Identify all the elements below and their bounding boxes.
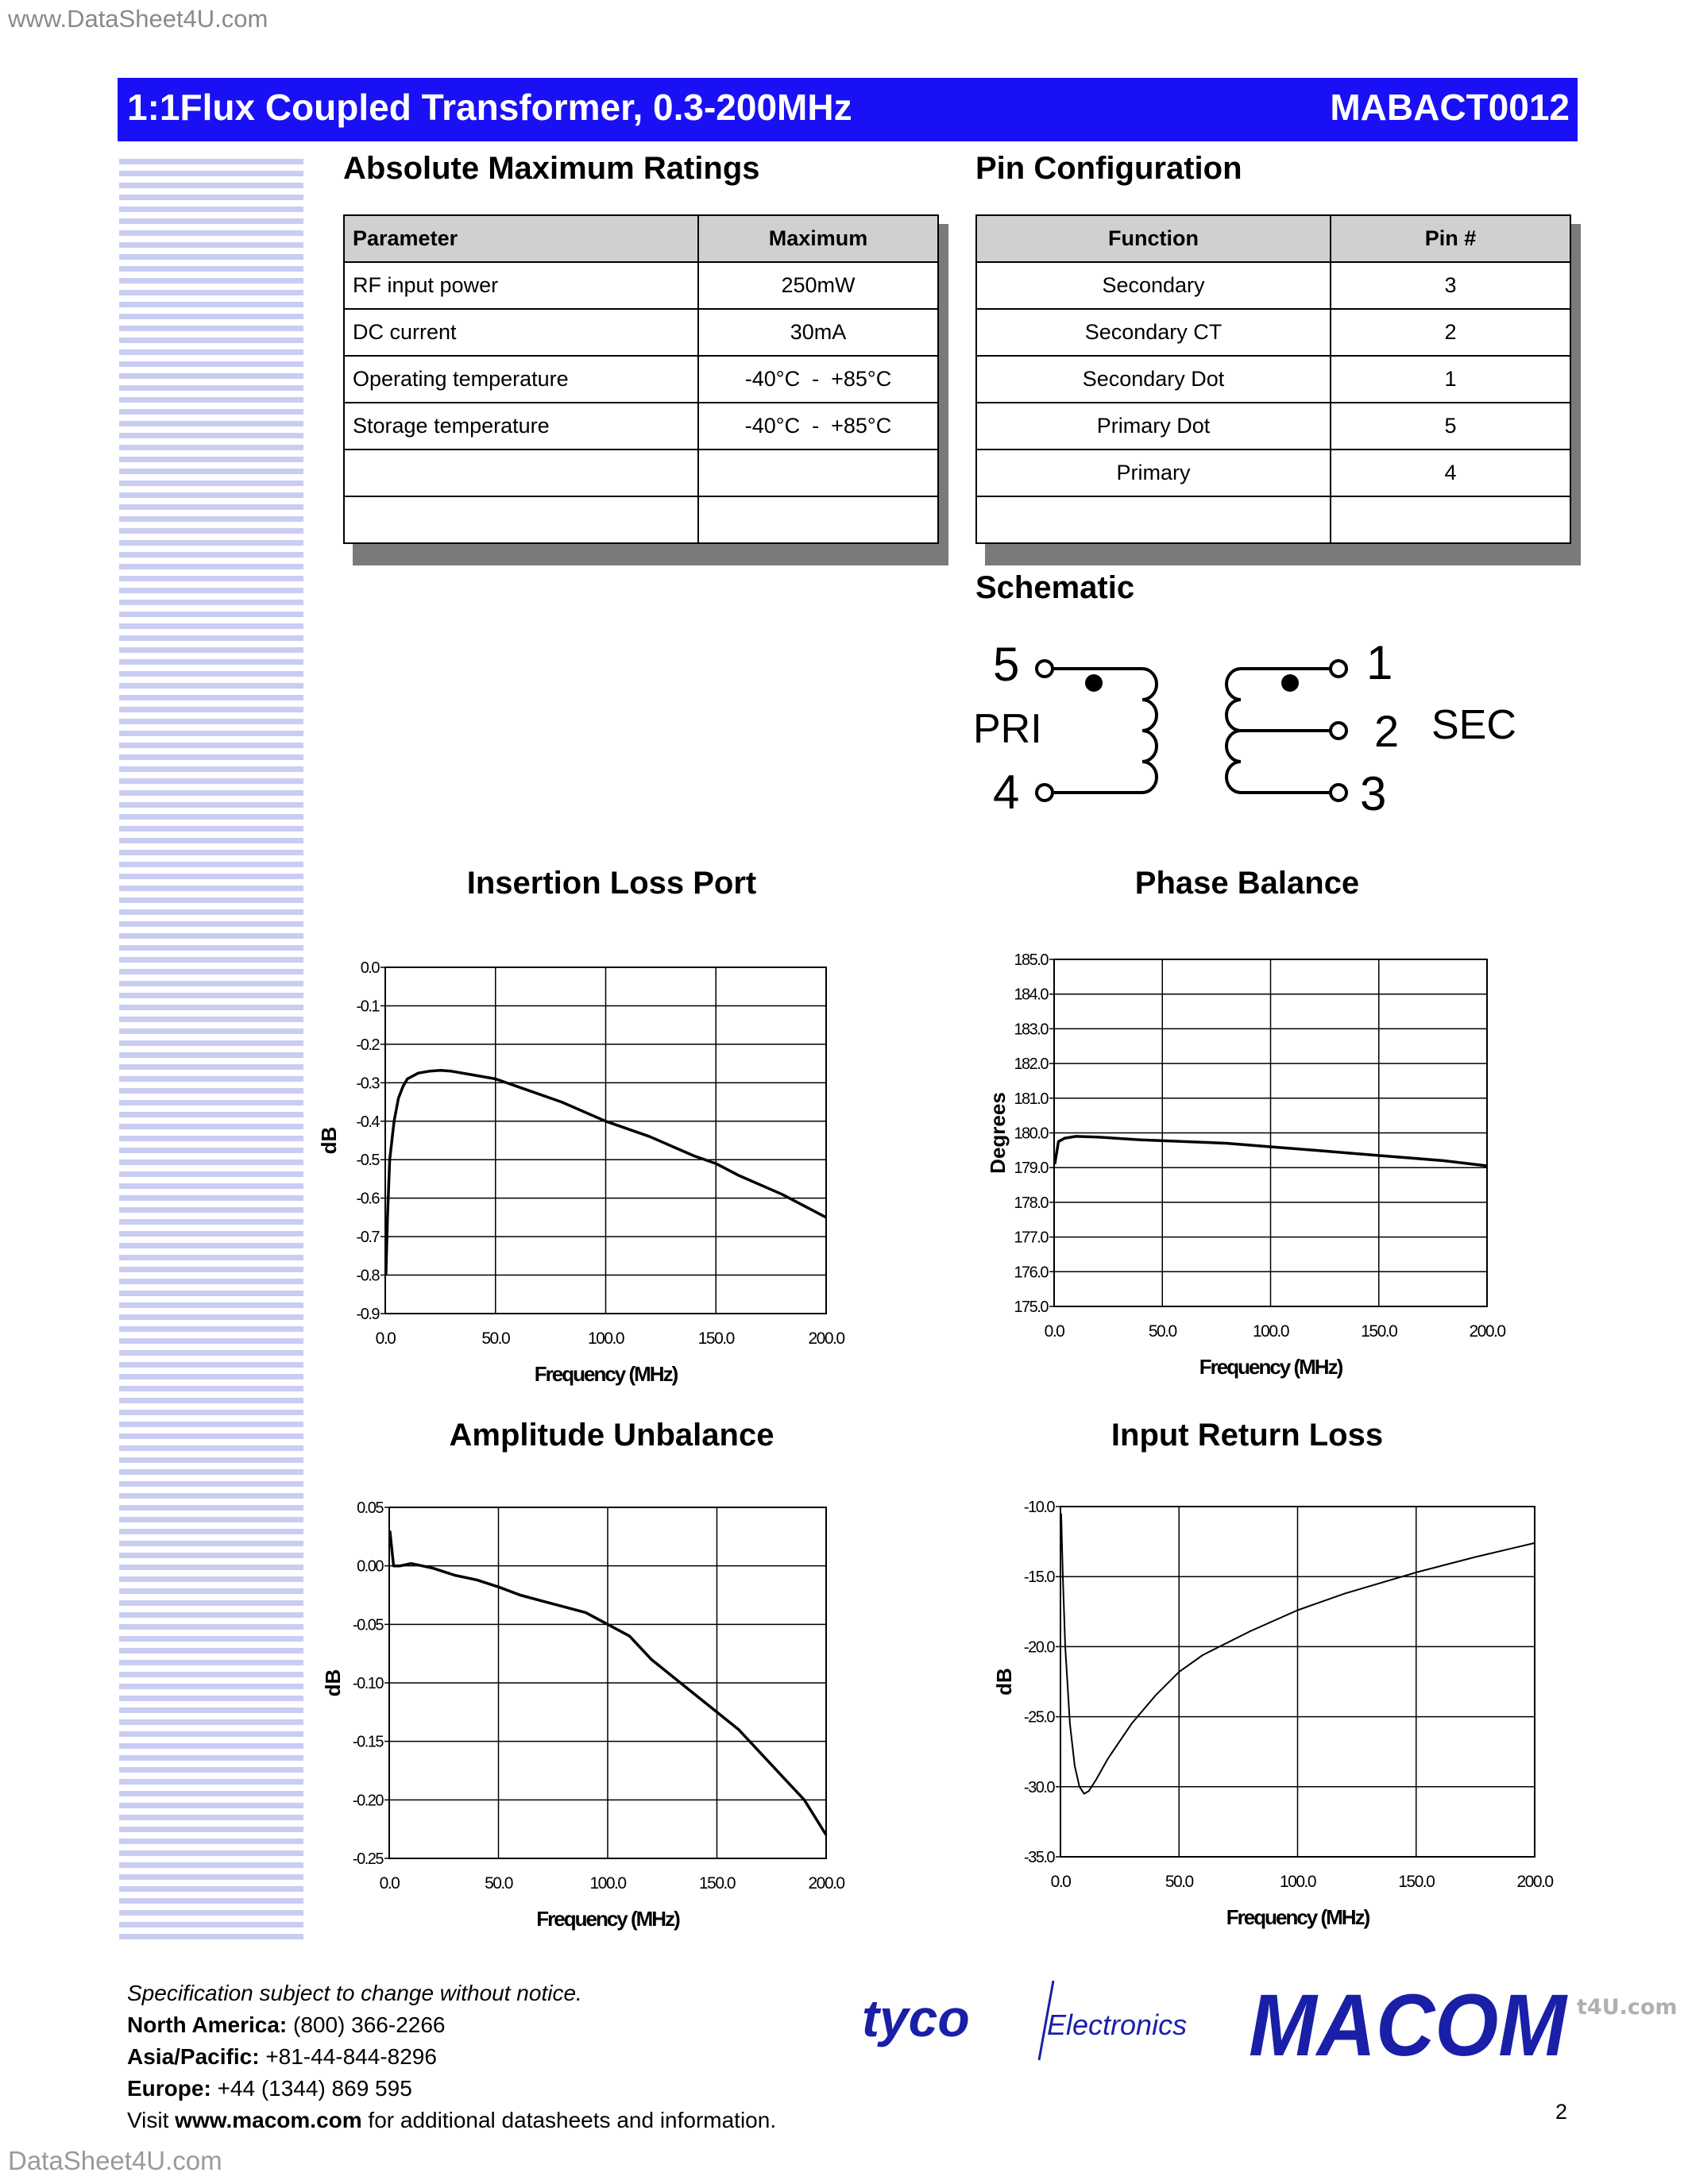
x-axis-label: Frequency (MHz)	[536, 1907, 679, 1931]
pin-function: Secondary CT	[976, 309, 1331, 356]
y-tick-label: 183.0	[1014, 1021, 1048, 1039]
y-tick-label: -30.0	[1023, 1778, 1054, 1796]
pin-function: Secondary	[976, 262, 1331, 309]
y-tick-label: 182.0	[1014, 1055, 1048, 1074]
x-tick-label: 100.0	[1252, 1322, 1289, 1341]
pin-function: Secondary Dot	[976, 356, 1331, 403]
x-tick-label: 50.0	[485, 1874, 512, 1893]
y-tick-label: -20.0	[1023, 1638, 1054, 1657]
pin5-label: 5	[993, 638, 1020, 691]
y-tick-label: -10.0	[1023, 1499, 1054, 1516]
y-tick-label: -0.7	[356, 1229, 379, 1247]
y-tick-label: -0.4	[356, 1113, 379, 1131]
footer-na-value: (800) 366-2266	[293, 2012, 446, 2037]
pin-number: 4	[1331, 450, 1570, 496]
y-tick-label: -0.1	[356, 997, 379, 1016]
chart-title: Insertion Loss Port	[466, 866, 757, 901]
y-tick-label: -0.5	[356, 1152, 379, 1170]
page-number: 2	[1555, 2100, 1568, 2124]
ratings-heading: Absolute Maximum Ratings	[343, 151, 760, 186]
x-axis-label: Frequency (MHz)	[1199, 1355, 1342, 1379]
x-tick-label: 200.0	[808, 1874, 844, 1893]
ratings-parameter: DC current	[344, 309, 698, 356]
ratings-maximum: -40°C - +85°C	[698, 403, 938, 450]
pin-function: Primary Dot	[976, 403, 1331, 450]
y-tick-label: 184.0	[1014, 986, 1048, 1004]
footer-visit-post: for additional datasheets and information.	[361, 2108, 777, 2132]
footer-notice: Specification subject to change without notice.	[127, 1981, 582, 2005]
pins-col-pin: Pin #	[1331, 215, 1570, 262]
footer-na-label: North America:	[127, 2012, 288, 2037]
pin-number: 5	[1331, 403, 1570, 450]
y-tick-label: 179.0	[1014, 1160, 1048, 1178]
x-tick-label: 0.0	[375, 1329, 396, 1348]
electronics-wordmark: Electronics	[1047, 2008, 1188, 2041]
y-tick-label: -0.10	[352, 1675, 383, 1692]
x-tick-label: 200.0	[1516, 1873, 1553, 1891]
footer-visit	[127, 2105, 776, 2136]
y-tick-label: -0.3	[356, 1075, 379, 1093]
y-tick-label: -0.9	[356, 1306, 379, 1323]
pins-heading: Pin Configuration	[975, 151, 1242, 186]
x-tick-label: 50.0	[1165, 1873, 1193, 1891]
y-tick-label: -0.15	[352, 1733, 383, 1751]
y-tick-label: 0.05	[357, 1499, 383, 1517]
footer-visit-link[interactable]: www.macom.com	[175, 2108, 362, 2132]
y-tick-label: -0.05	[352, 1616, 383, 1634]
pins-col-function: Function	[976, 215, 1331, 262]
x-axis-label: Frequency (MHz)	[534, 1362, 678, 1386]
pin-number: 3	[1331, 262, 1570, 309]
y-tick-label: -0.6	[356, 1190, 379, 1208]
y-tick-label: -15.0	[1023, 1569, 1054, 1587]
y-axis-label: Degrees	[986, 1092, 1010, 1174]
y-tick-label: 180.0	[1014, 1125, 1048, 1143]
y-tick-label: 178.0	[1014, 1194, 1048, 1212]
x-tick-label: 100.0	[587, 1329, 624, 1348]
pin-number: 1	[1331, 356, 1570, 403]
ratings-parameter: Operating temperature	[344, 356, 698, 403]
footer-europe	[127, 2073, 776, 2105]
watermark-top: www.DataSheet4U.com	[8, 5, 268, 33]
x-tick-label: 50.0	[1148, 1322, 1176, 1341]
x-tick-label: 50.0	[481, 1329, 510, 1348]
x-tick-label: 150.0	[1361, 1322, 1397, 1341]
x-tick-label: 200.0	[808, 1329, 844, 1348]
x-tick-label: 200.0	[1469, 1322, 1505, 1341]
pin4-label: 4	[993, 766, 1020, 819]
x-tick-label: 0.0	[379, 1874, 400, 1893]
footer-north-america	[127, 2009, 776, 2041]
ratings-maximum: 250mW	[698, 262, 938, 309]
x-tick-label: 100.0	[589, 1874, 626, 1893]
y-tick-label: -35.0	[1023, 1849, 1054, 1866]
footer-contact	[127, 1978, 776, 2136]
ratings-col-parameter: Parameter	[344, 215, 698, 262]
footer-ap-value: +81-44-844-8296	[265, 2044, 437, 2069]
tyco-wordmark: tyco	[862, 1989, 970, 2047]
y-tick-label: 175.0	[1014, 1298, 1048, 1316]
ratings-parameter: RF input power	[344, 262, 698, 309]
x-tick-label: 100.0	[1279, 1873, 1316, 1891]
y-tick-label: 0.00	[357, 1557, 383, 1576]
ratings-col-maximum: Maximum	[698, 215, 938, 262]
y-axis-label: dB	[992, 1668, 1016, 1696]
footer-eu-label: Europe:	[127, 2076, 211, 2101]
ratings-maximum: 30mA	[698, 309, 938, 356]
footer-asia-pacific	[127, 2041, 776, 2073]
y-tick-label: 176.0	[1014, 1264, 1048, 1282]
sec-label: SEC	[1431, 702, 1516, 748]
y-axis-label: dB	[317, 1126, 341, 1155]
x-tick-label: 150.0	[697, 1329, 734, 1348]
x-axis-label: Frequency (MHz)	[1226, 1905, 1369, 1929]
x-tick-label: 0.0	[1044, 1322, 1064, 1341]
x-tick-label: 150.0	[1398, 1873, 1435, 1891]
x-tick-label: 0.0	[1050, 1873, 1071, 1891]
part-number: MABACT0012	[1330, 87, 1570, 128]
pri-label: PRI	[973, 706, 1042, 752]
y-tick-label: 185.0	[1014, 951, 1048, 969]
pin2-label: 2	[1374, 706, 1400, 756]
watermark-bottom: DataSheet4U.com	[8, 2146, 222, 2175]
y-tick-label: 0.0	[360, 959, 379, 977]
y-tick-label: -0.25	[352, 1850, 383, 1868]
tyco-electronics-logo	[858, 1974, 1239, 2070]
footer-ap-label: Asia/Pacific:	[127, 2044, 260, 2069]
y-axis-label: dB	[321, 1669, 345, 1697]
pin1-label: 1	[1366, 636, 1393, 689]
y-tick-label: -0.20	[352, 1792, 383, 1810]
y-tick-label: 177.0	[1014, 1229, 1048, 1247]
watermark-right: t4U.com	[1577, 1995, 1678, 2020]
ratings-parameter: Storage temperature	[344, 403, 698, 450]
pin-number: 2	[1331, 309, 1570, 356]
y-tick-label: -25.0	[1023, 1708, 1054, 1727]
chart-title: Amplitude Unbalance	[449, 1418, 774, 1453]
y-tick-label: -0.8	[356, 1267, 379, 1285]
y-tick-label: -0.2	[356, 1036, 379, 1054]
document-title: 1:1Flux Coupled Transformer, 0.3-200MHz	[127, 87, 852, 128]
macom-logo	[1249, 1976, 1574, 2079]
schematic-heading: Schematic	[975, 570, 1135, 605]
x-tick-label: 150.0	[698, 1874, 736, 1893]
chart-title: Input Return Loss	[1111, 1418, 1384, 1453]
macom-wordmark: MACOM	[1249, 1977, 1569, 2074]
ratings-maximum: -40°C - +85°C	[698, 356, 938, 403]
pin3-label: 3	[1360, 767, 1387, 820]
footer-eu-value: +44 (1344) 869 595	[217, 2076, 412, 2101]
y-tick-label: 181.0	[1014, 1090, 1048, 1108]
chart-title: Phase Balance	[1134, 866, 1360, 901]
pin-function: Primary	[976, 450, 1331, 496]
footer-visit-pre: Visit	[127, 2108, 176, 2132]
